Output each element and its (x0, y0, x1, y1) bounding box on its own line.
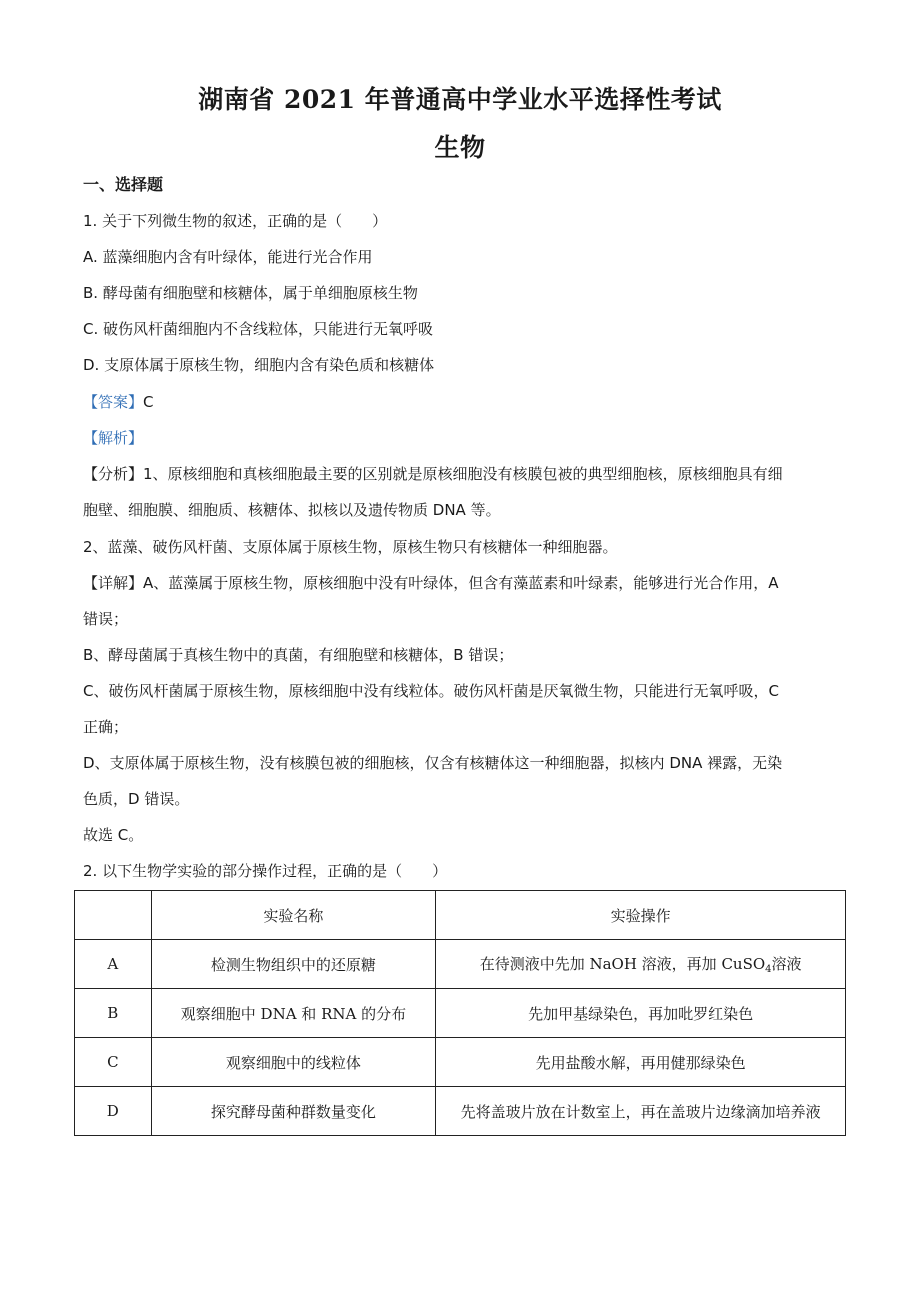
table-header-row (75, 891, 846, 940)
experiment-name: 探究酵母菌种群数量变化 (151, 1087, 436, 1136)
row-label: C (75, 1038, 152, 1087)
table-row (75, 989, 846, 1038)
question-1-option-a: A. 蓝藻细胞内含有叶绿体，能进行光合作用 (83, 248, 373, 266)
fenxi-text-1b: 胞壁、细胞膜、细胞质、核糖体、拟核以及遗传物质 DNA 等。 (83, 501, 501, 519)
xiangjie-tag: 【详解】 (83, 574, 144, 592)
question-1-option-d: D. 支原体属于原核生物，细胞内含有染色质和核糖体 (83, 356, 435, 374)
table-header-cell (75, 891, 152, 940)
detail-text-a1: A、蓝藻属于原核生物，原核细胞中没有叶绿体，但含有藻蓝素和叶绿素，能够进行光合作用，A (143, 574, 779, 592)
detail-text-c2: 正确； (83, 718, 129, 736)
table-header-cell: 实验名称 (151, 891, 436, 940)
operation-text-end: 溶液 (771, 955, 802, 973)
question-2-stem: 2. 以下生物学实验的部分操作过程，正确的是（ ） (83, 862, 448, 880)
table-row (75, 1087, 846, 1136)
detail-text-d1: D、支原体属于原核生物，没有核膜包被的细胞核，仅含有核糖体这一种细胞器，拟核内 DNA 裸露，无染 (83, 754, 783, 772)
question-1-option-c: C. 破伤风杆菌细胞内不含线粒体，只能进行无氧呼吸 (83, 320, 434, 338)
experiment-operation: 先加甲基绿染色，再加吡罗红染色 (436, 989, 846, 1038)
detail-line-a (83, 573, 846, 593)
exam-subject: 生物 (434, 133, 486, 162)
question-1-stem: 1. 关于下列微生物的叙述，正确的是（ ） (83, 212, 388, 230)
experiment-name: 观察细胞中 DNA 和 RNA 的分布 (151, 989, 436, 1038)
fenxi-line-1 (83, 464, 846, 484)
subscript: 4 (765, 964, 772, 975)
detail-text-a2: 错误； (83, 610, 129, 628)
row-label: B (75, 989, 152, 1038)
fenxi-text-1a: 1、原核细胞和真核细胞最主要的区别就是原核细胞没有核膜包被的典型细胞核，原核细胞具有细 (143, 465, 783, 483)
detail-text-b: B、酵母菌属于真核生物中的真菌，有细胞壁和核糖体，B 错误； (83, 646, 514, 664)
operation-text: 在待测液中先加 NaOH 溶液，再加 CuSO (479, 955, 766, 973)
experiment-table (74, 890, 846, 1136)
exam-title: 湖南省 2021 年普通高中学业水平选择性考试 (198, 85, 722, 114)
table-row (75, 1038, 846, 1087)
analysis-line (83, 428, 846, 448)
experiment-name: 检测生物组织中的还原糖 (151, 940, 436, 989)
answer-line (83, 392, 846, 412)
experiment-operation: 先用盐酸水解，再用健那绿染色 (436, 1038, 846, 1087)
conclusion: 故选 C。 (83, 826, 144, 844)
experiment-name: 观察细胞中的线粒体 (151, 1038, 436, 1087)
detail-text-c1: C、破伤风杆菌属于原核生物，原核细胞中没有线粒体。破伤风杆菌是厌氧微生物，只能进行无氧呼吸，C (83, 682, 779, 700)
section-heading: 一、选择题 (83, 175, 164, 194)
fenxi-text-2: 2、蓝藻、破伤风杆菌、支原体属于原核生物，原核生物只有核糖体一种细胞器。 (83, 538, 618, 556)
detail-text-d2: 色质，D 错误。 (83, 790, 190, 808)
answer-value: C (143, 393, 154, 411)
fenxi-tag: 【分析】 (83, 465, 144, 483)
table-row (75, 940, 846, 989)
question-1-option-b: B. 酵母菌有细胞壁和核糖体，属于单细胞原核生物 (83, 284, 418, 302)
row-label: D (75, 1087, 152, 1136)
row-label: A (75, 940, 152, 989)
answer-tag: 【答案】 (83, 393, 144, 411)
experiment-operation (436, 940, 846, 989)
analysis-tag: 【解析】 (83, 429, 144, 447)
experiment-operation: 先将盖玻片放在计数室上，再在盖玻片边缘滴加培养液 (436, 1087, 846, 1136)
table-header-cell: 实验操作 (436, 891, 846, 940)
